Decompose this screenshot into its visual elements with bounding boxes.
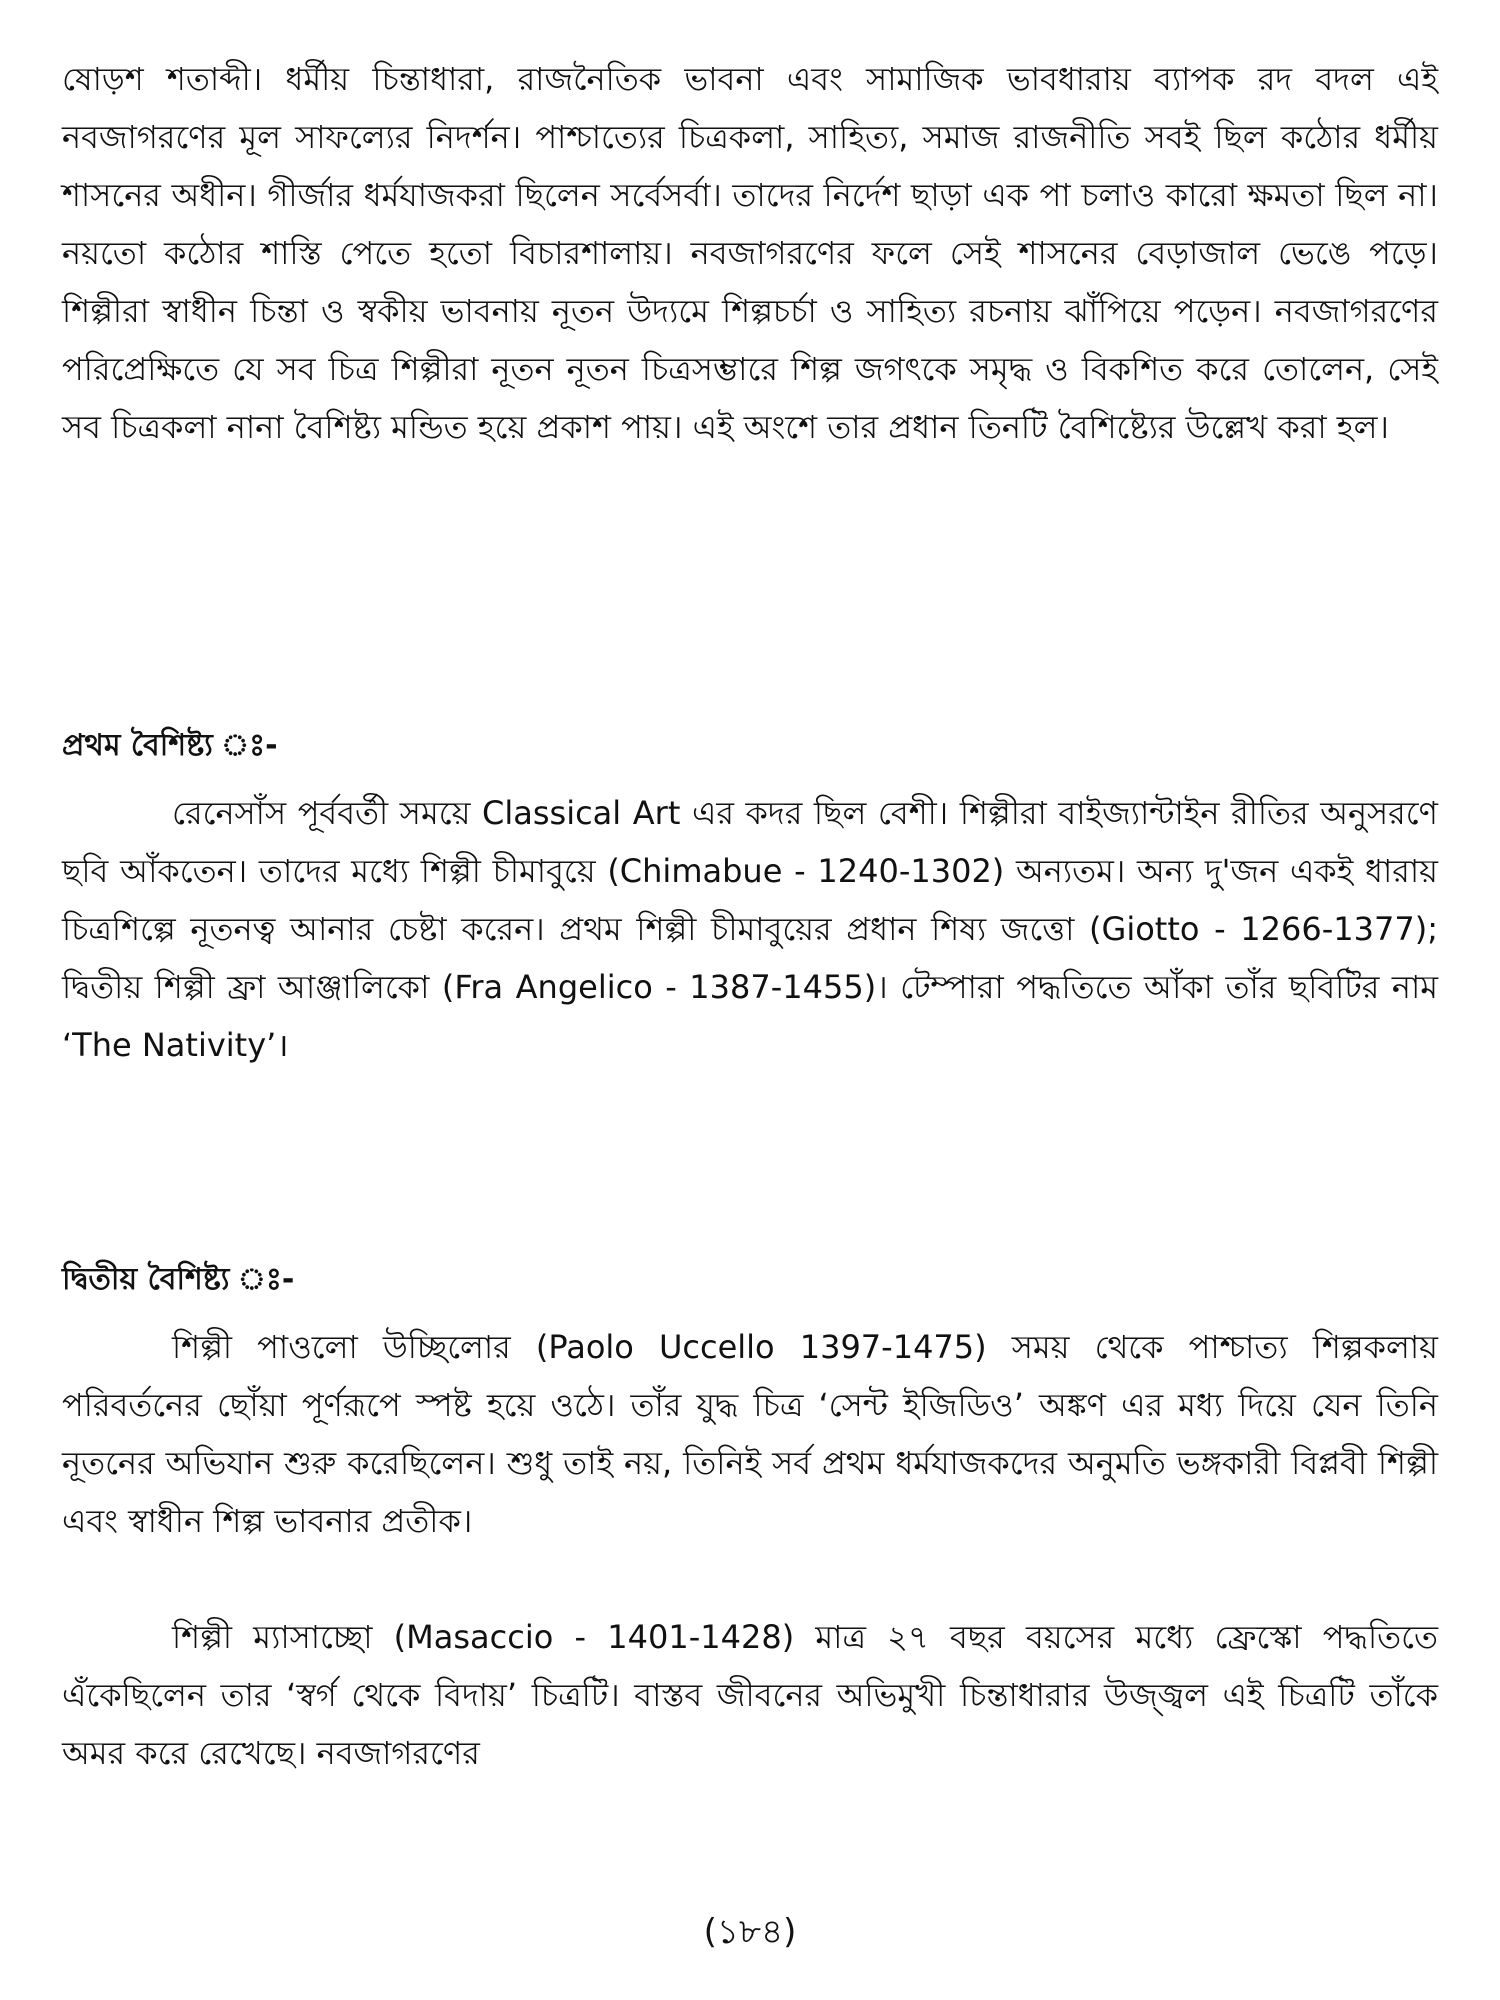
masaccio-paragraph bbox=[62, 1608, 1438, 1782]
page-number: (১৮৪) bbox=[703, 1912, 797, 1952]
masaccio-text: শিল্পী ম্যাসাচ্ছো (Masaccio - 1401-1428) মাত্র ২৭ বছর বয়সের মধ্যে ফ্রেস্কো পদ্ধতিতে এঁকেছিলেন তার ‘স্বর্গ থেকে বিদায়’ চিত্রটি। বাস্তব জীবনের অভিমুখী চিন্তাধারার উজ্জ্বল এই চিত্রটি তাঁকে অমর করে রেখেছে। নবজাগরণের bbox=[62, 1618, 1438, 1772]
intro-paragraph: ষোড়শ শতাব্দী। ধর্মীয় চিন্তাধারা, রাজনৈতিক ভাবনা এবং সামাজিক ভাবধারায় ব্যাপক রদ বদল এই নবজাগরণের মূল সাফল্যের নিদর্শন। পাশ্চাত্যের চিত্রকলা, সাহিত্য, সমাজ রাজনীতি সবই ছিল কঠোর ধর্মীয় শাসনের অধীন। গীর্জার ধর্মযাজকরা ছিলেন সর্বেসর্বা। তাদের নির্দেশ ছাড়া এক পা চলাও কারো ক্ষমতা ছিল না। নয়তো কঠোর শাস্তি পেতে হতো বিচারশালায়। নবজাগরণের ফলে সেই শাসনের বেড়াজাল ভেঙে পড়ে। শিল্পীরা স্বাধীন চিন্তা ও স্বকীয় ভাবনায় নূতন উদ্যমে শিল্পচর্চা ও সাহিত্য রচনায় ঝাঁপিয়ে পড়েন। নবজাগরণের পরিপ্রেক্ষিতে যে সব চিত্র শিল্পীরা নূতন নূতন চিত্রসম্ভারে শিল্প জগৎকে সমৃদ্ধ ও বিকশিত করে তোলেন, সেই সব চিত্রকলা নানা বৈশিষ্ট্য মন্ডিত হয়ে প্রকাশ পায়। এই অংশে তার প্রধান তিনটি বৈশিষ্ট্যের উল্লেখ করা হল। bbox=[62, 60, 1438, 446]
section-heading-first: প্রথম বৈশিষ্ট্য ঃ- bbox=[62, 728, 278, 763]
second-feature-paragraph bbox=[62, 1318, 1438, 1550]
section-heading-second: দ্বিতীয় বৈশিষ্ট্য ঃ- bbox=[62, 1262, 295, 1297]
first-feature-paragraph bbox=[62, 784, 1438, 1074]
second-feature-text: শিল্পী পাওলো উচ্ছিলোর (Paolo Uccello 1397-1475) সময় থেকে পাশ্চাত্য শিল্পকলায় পরিবর্তনের ছোঁয়া পূর্ণরূপে স্পষ্ট হয়ে ওঠে। তাঁর যুদ্ধ চিত্র ‘সেন্ট ইজিডিও’ অঙ্কণ এর মধ্য দিয়ে যেন তিনি নূতনের অভিযান শুরু করেছিলেন। শুধু তাই নয়, তিনিই সর্ব প্রথম ধর্মযাজকদের অনুমতি ভঙ্গকারী বিপ্লবী শিল্পী এবং স্বাধীন শিল্প ভাবনার প্রতীক। bbox=[62, 1328, 1438, 1540]
first-feature-text: রেনেসাঁস পূর্ববর্তী সময়ে Classical Art এর কদর ছিল বেশী। শিল্পীরা বাইজ্যান্টাইন রীতির অনুসরণে ছবি আঁকতেন। তাদের মধ্যে শিল্পী চীমাবুয়ে (Chimabue - 1240-1302) অন্যতম। অন্য দু'জন একই ধারায় চিত্রশিল্পে নূতনত্ব আনার চেষ্টা করেন। প্রথম শিল্পী চীমাবুয়ের প্রধান শিষ্য জত্তো (Giotto - 1266-1377); দ্বিতীয় শিল্পী ফ্রা আঞ্জালিকো (Fra Angelico - 1387-1455)। টেম্পারা পদ্ধতিতে আঁকা তাঁর ছবিটির নাম ‘The Nativity’। bbox=[62, 794, 1438, 1064]
